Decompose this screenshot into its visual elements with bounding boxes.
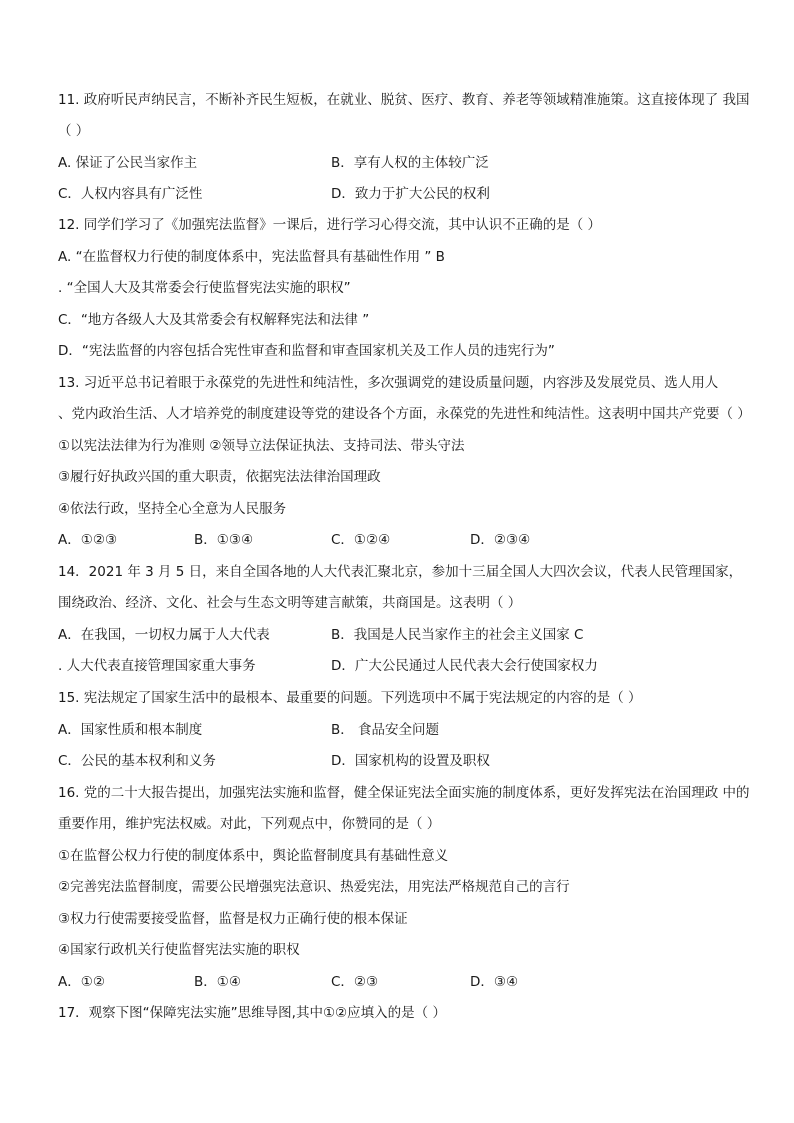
q11-option-b: B．享有人权的主体较广泛: [331, 155, 489, 171]
q14-option-d: D．广大公民通过人民代表大会行使国家权力: [331, 658, 598, 674]
q15-option-a: A．国家性质和根本制度: [58, 722, 203, 738]
q15-option-d: D．国家机构的设置及职权: [331, 753, 490, 769]
q15-stem: 15. 宪法规定了国家生活中的最根本、最重要的问题。下列选项中不属于宪法规定的内容的是（ ）: [58, 690, 642, 706]
q13-statement-4: ④依法行政，坚持全心全意为人民服务: [58, 501, 287, 517]
q12-line-b: . “全国人大及其常委会行使监督宪法实施的职权”: [58, 280, 351, 296]
q16-option-c: C．②③: [331, 974, 379, 990]
q13-statement-1-2: ①以宪法法律为行为准则 ②领导立法保证执法、支持司法、带头守法: [58, 438, 465, 454]
q16-option-d: D．③④: [470, 974, 519, 990]
q11-stem-line-1: 11. 政府听民声纳民言，不断补齐民生短板，在就业、脱贫、医疗、教育、养老等领域精准施策。这直接体现了 我国: [58, 92, 750, 108]
q11-option-c: C．人权内容具有广泛性: [58, 186, 203, 202]
q14-option-a: A．在我国，一切权力属于人大代表: [58, 627, 270, 643]
q15-option-b: B． 食品安全问题: [331, 722, 440, 738]
q16-statement-4: ④国家行政机关行使监督宪法实施的职权: [58, 942, 300, 958]
q11-option-a: A. 保证了公民当家作主: [58, 155, 198, 171]
q17-stem: 17．观察下图“保障宪法实施”思维导图,其中①②应填入的是（ ）: [58, 1005, 446, 1021]
q13-option-a: A．①②③: [58, 532, 118, 548]
q14-option-c: . 人大代表直接管理国家重大事务: [58, 658, 256, 674]
q13-option-c: C．①②④: [331, 532, 391, 548]
q16-statement-3: ③权力行使需要接受监督，监督是权力正确行使的根本保证: [58, 911, 408, 927]
q14-option-b: B．我国是人民当家作主的社会主义国家 C: [331, 627, 584, 643]
q13-statement-3: ③履行好执政兴国的重大职责，依据宪法法律治国理政: [58, 469, 381, 485]
q12-line-a: A. “在监督权力行使的制度体系中，宪法监督具有基础性作用 ” B: [58, 249, 445, 265]
q15-option-c: C．公民的基本权利和义务: [58, 753, 216, 769]
q12-line-c: C．“地方各级人大及其常委会有权解释宪法和法律 ”: [58, 312, 370, 328]
q14-stem-line-1: 14．2021 年 3 月 5 日，来自全国各地的人大代表汇聚北京，参加十三届全国人大四次会议，代表人民管理国家，: [58, 564, 743, 580]
q13-option-b: B．①③④: [194, 532, 254, 548]
q11-option-d: D．致力于扩大公民的权利: [331, 186, 490, 202]
q14-stem-line-2: 围绕政治、经济、文化、社会与生态文明等建言献策，共商国是。这表明（ ）: [58, 595, 522, 611]
q16-statement-1: ①在监督公权力行使的制度体系中，舆论监督制度具有基础性意义: [58, 848, 449, 864]
q16-stem-line-1: 16. 党的二十大报告提出，加强宪法实施和监督，健全保证宪法全面实施的制度体系，更好发挥宪法在治国理政 中的: [58, 785, 750, 801]
q13-stem-line-1: 13. 习近平总书记着眼于永葆党的先进性和纯洁性，多次强调党的建设质量问题，内容涉及发展党员、选人用人: [58, 375, 719, 391]
q12-stem: 12. 同学们学习了《加强宪法监督》一课后，进行学习心得交流，其中认识不正确的是（ ）: [58, 217, 602, 233]
q13-option-d: D．②③④: [470, 532, 531, 548]
q13-stem-line-2: 、党内政治生活、人才培养党的制度建设等党的建设各个方面，永葆党的先进性和纯洁性。这表明中国共产党要（ ）: [58, 406, 751, 422]
q16-stem-line-2: 重要作用，维护宪法权威。对此，下列观点中，你赞同的是（ ）: [58, 816, 441, 832]
q12-line-d: D．“宪法监督的内容包括合宪性审查和监督和审查国家机关及工作人员的违宪行为”: [58, 343, 555, 359]
q16-statement-2: ②完善宪法监督制度，需要公民增强宪法意识、热爱宪法，用宪法严格规范自己的言行: [58, 879, 570, 895]
q16-option-b: B．①④: [194, 974, 241, 990]
q16-option-a: A．①②: [58, 974, 105, 990]
q11-stem-line-2: （ ）: [58, 123, 90, 139]
